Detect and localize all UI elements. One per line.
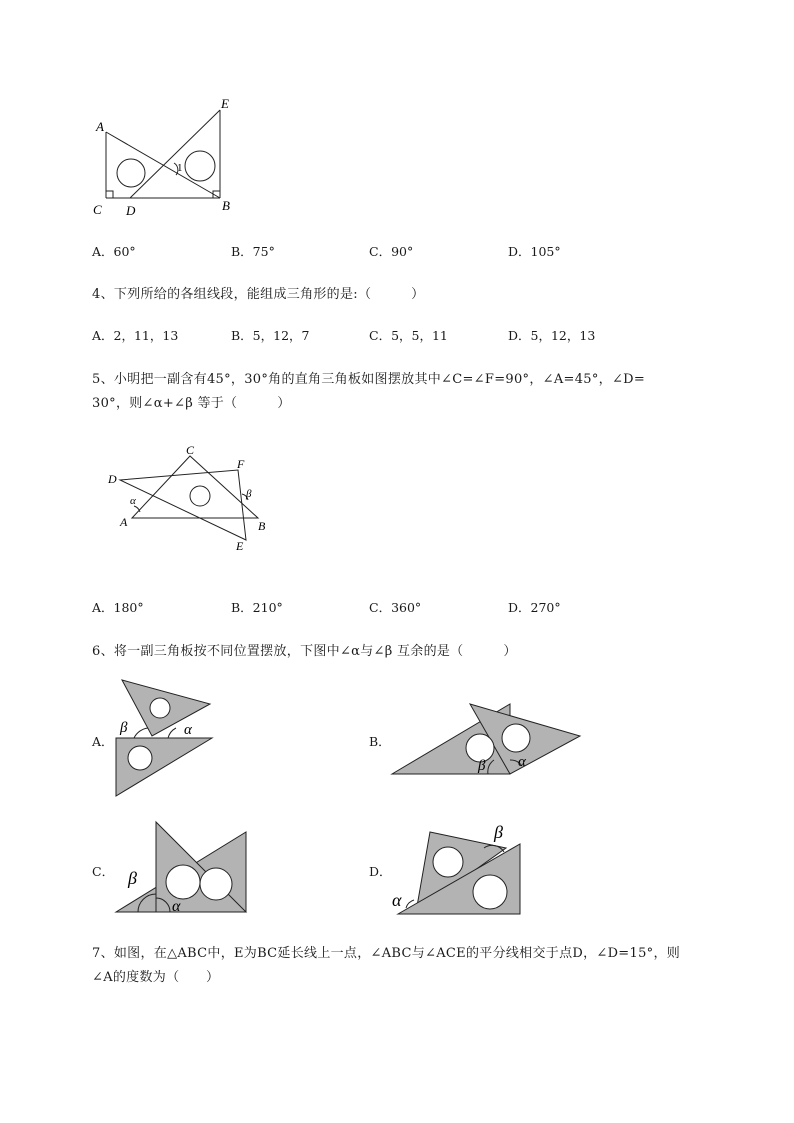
beta-label: β (494, 822, 503, 842)
q6-figure-c (112, 818, 252, 918)
q5-question-line1: 5、小明把一副含有45°，30°角的直角三角板如图摆放其中∠C=∠F=90°，∠A=45°，∠D= (92, 372, 646, 387)
point-label-a: A (96, 119, 104, 134)
point-label-a: A (120, 515, 128, 529)
alpha-label: α (392, 890, 402, 910)
triangle-hole (117, 159, 145, 187)
alpha-label: α (172, 898, 181, 915)
q4-option-c[interactable]: C．5，5，11 (369, 328, 448, 343)
set-square-hole (150, 698, 170, 718)
triangle-hole (190, 486, 210, 506)
alpha-label: α (184, 722, 192, 738)
point-label-d: D (108, 472, 117, 486)
q4-option-b[interactable]: B．5，12，7 (231, 328, 310, 343)
angle-label-alpha: α (130, 495, 136, 507)
q5-option-d[interactable]: D．270° (508, 600, 561, 615)
q6-figure-d (388, 818, 528, 918)
alpha-label: α (518, 754, 526, 770)
point-label-c: C (186, 443, 195, 457)
q5-option-b[interactable]: B．210° (231, 600, 283, 615)
segment-ab (106, 132, 220, 198)
q6-figure-b (388, 700, 584, 780)
q3-option-a[interactable]: A．60° (92, 244, 136, 259)
q7-question-line1: 7、如图，在△ABC中，E为BC延长线上一点，∠ABC与∠ACE的平分线相交于点D，∠D=15°，则 (92, 946, 681, 961)
angle-label-beta: β (246, 488, 252, 500)
point-label-d: D (126, 203, 136, 218)
point-label-e: E (236, 539, 244, 553)
point-label-b: B (222, 198, 230, 213)
triangle-dfe (120, 470, 246, 540)
q5-question-line2: 30°，则∠α+∠β 等于（ ） (92, 396, 291, 411)
point-label-b: B (258, 519, 266, 533)
q6-option-c[interactable]: C． (92, 864, 115, 879)
q3-option-b[interactable]: B．75° (231, 244, 275, 259)
point-label-f: F (237, 457, 245, 471)
q5-option-c[interactable]: C．360° (369, 600, 422, 615)
angle-label-1: 1 (177, 162, 183, 174)
beta-label: β (120, 720, 128, 736)
q4-question: 4、下列所给的各组线段，能组成三角形的是:（ ） (92, 287, 425, 302)
set-square-hole (200, 868, 232, 900)
q5-option-a[interactable]: A．180° (92, 600, 144, 615)
set-square-hole (502, 724, 530, 752)
alpha-arc (168, 728, 176, 738)
q6-option-b[interactable]: B． (369, 734, 391, 749)
q6-option-d[interactable]: D． (369, 864, 392, 879)
q3-option-d[interactable]: D．105° (508, 244, 561, 259)
point-label-e: E (221, 96, 229, 111)
right-angle-mark (106, 191, 113, 198)
set-square-hole (166, 865, 200, 899)
q6-option-a[interactable]: A． (92, 734, 114, 749)
beta-arc (134, 728, 148, 738)
q4-option-a[interactable]: A．2，11，13 (92, 328, 179, 343)
set-square-30 (116, 738, 212, 796)
q5-figure (100, 438, 280, 556)
point-label-c: C (93, 202, 102, 217)
set-square-hole (433, 847, 463, 877)
q7-question-line2: ∠A的度数为（ ） (92, 970, 220, 985)
triangle-hole (185, 151, 215, 181)
q6-figure-a (110, 676, 220, 801)
q6-question: 6、将一副三角板按不同位置摆放，下图中∠α与∠β 互余的是（ ） (92, 644, 517, 659)
set-square-hole (473, 875, 507, 909)
set-square-hole (128, 746, 152, 770)
q3-figure (88, 92, 248, 222)
beta-label: β (478, 758, 486, 774)
q3-option-c[interactable]: C．90° (369, 244, 414, 259)
beta-label: β (128, 868, 137, 888)
q4-option-d[interactable]: D．5，12，13 (508, 328, 596, 343)
